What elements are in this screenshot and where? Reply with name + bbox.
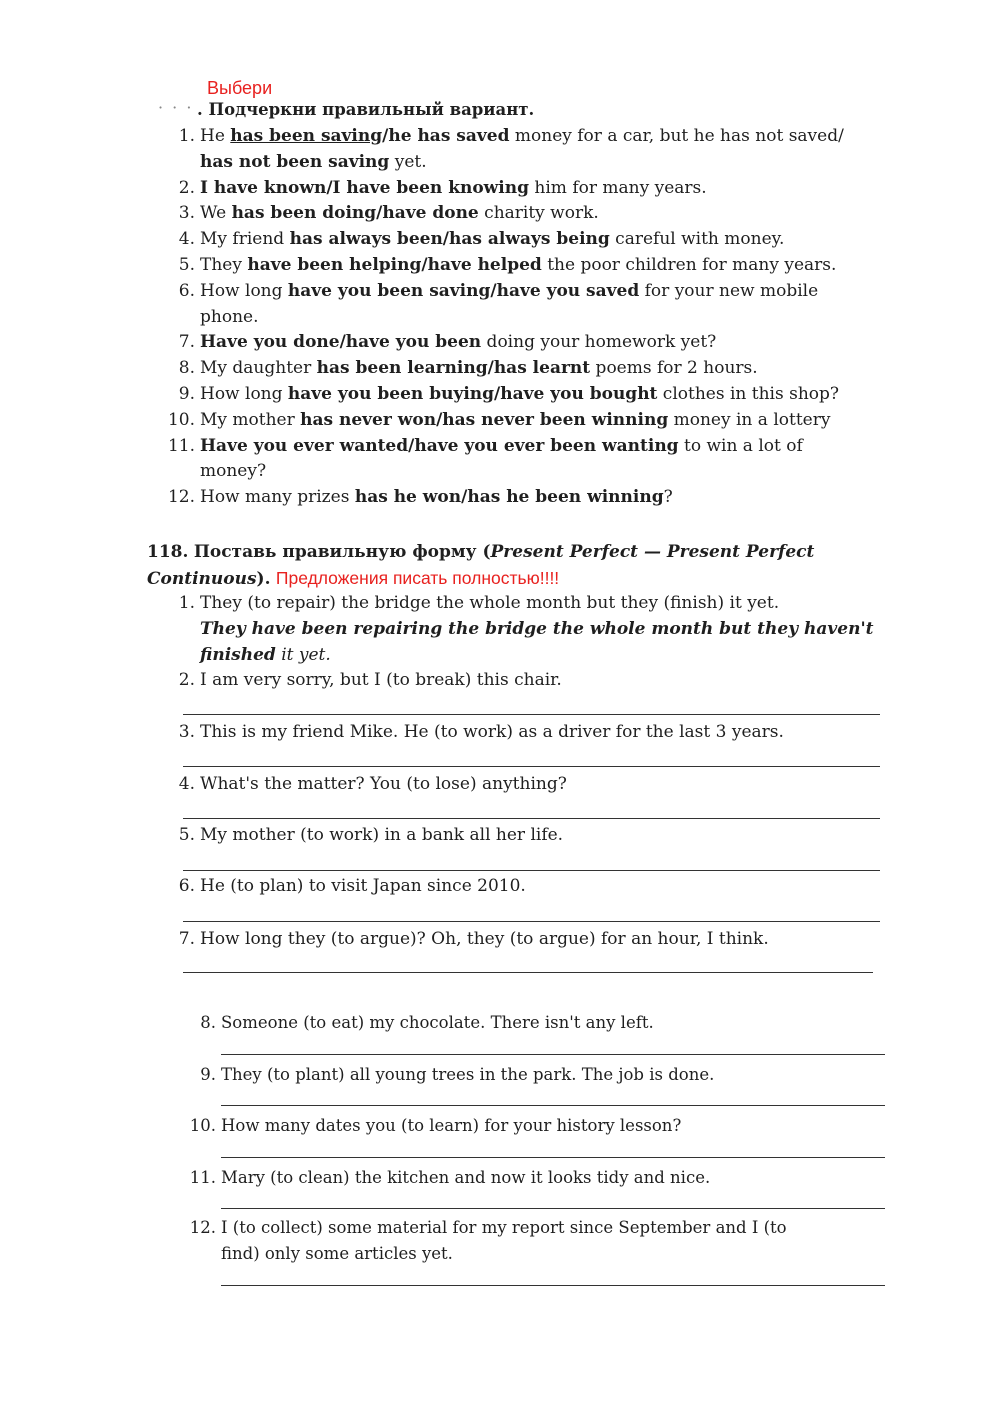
list-item: 12. How many prizes has he won/has he been winning? [167, 487, 673, 508]
list-item: 2. I am very sorry, but I (to break) this chair. [178, 670, 562, 690]
list-item: 4. My friend has always been/has always being careful with money. [178, 229, 785, 250]
list-item-continuation: money? [200, 461, 267, 482]
exercise2-list [150, 590, 890, 668]
list-item: 5. My mother (to work) in a bank all her life. [178, 825, 564, 845]
list-item: 3. This is my friend Mike. He (to work) as a driver for the last 3 years. [178, 722, 784, 742]
list-item: 11. Have you ever wanted/have you ever been wanting to win a lot of [167, 435, 803, 456]
list-item: 7. Have you done/have you been doing your homework yet? [178, 332, 717, 353]
answer-line[interactable] [221, 1054, 885, 1055]
exercise2-heading: 118. Поставь правильную форму (Present Perfect — Present Perfect Continuous). Предложения писать полностью!!!! [147, 542, 815, 589]
faded-exercise-number: · · · [158, 98, 194, 117]
list-item: 11. Mary (to clean) the kitchen and now it looks tidy and nice. [189, 1168, 711, 1187]
answer-line[interactable] [183, 972, 873, 973]
list-item: 10. How many dates you (to learn) for your history lesson? [189, 1116, 682, 1135]
list-item: 1. They (to repair) the bridge the whole month but they (finish) it yet. [178, 593, 780, 613]
exercise1-title: . Подчеркни правильный вариант. [197, 100, 535, 119]
answer-line[interactable] [183, 921, 880, 922]
answer-line[interactable] [183, 766, 880, 767]
answer-line[interactable] [221, 1208, 885, 1209]
answer-line[interactable] [183, 818, 880, 819]
list-item: 12. I (to collect) some material for my report since September and I (to find) only some articles yet. [189, 1218, 787, 1263]
list-item: 9. They (to plant) all young trees in the park. The job is done. [200, 1065, 715, 1084]
list-item: 8. My daughter has been learning/has learnt poems for 2 hours. [178, 358, 758, 379]
list-item: 2. I have known/I have been knowing him for many years. [178, 177, 707, 198]
list-item: 6. He (to plan) to visit Japan since 2010. [178, 876, 526, 896]
answer-line[interactable] [183, 714, 880, 715]
answer-line[interactable] [221, 1285, 885, 1286]
list-item-continuation: has not been saving yet. [200, 151, 427, 172]
handwritten-note-choose: Выбери [207, 78, 273, 98]
list-item: 6. How long have you been saving/have you saved for your new mobile [178, 280, 819, 301]
handwritten-note-write-full: Предложения писать полностью!!!! [275, 568, 560, 588]
list-item: 3. We has been doing/have done charity work. [178, 203, 599, 224]
list-item: 5. They have been helping/have helped the poor children for many years. [178, 254, 837, 275]
list-item: 7. How long they (to argue)? Oh, they (to argue) for an hour, I think. [178, 929, 769, 949]
list-item: 1. He has been saving/he has saved money for a car, but he has not saved/ [178, 126, 844, 146]
list-item-continuation: phone. [200, 306, 259, 327]
underlined-answer: has been saving [230, 126, 383, 146]
list-item: 10. My mother has never won/has never been winning money in a lottery [167, 409, 831, 430]
exercise1-list [150, 124, 890, 511]
list-item: 8. Someone (to eat) my chocolate. There isn't any left. [200, 1013, 654, 1032]
example-answer: They have been repairing the bridge the whole month but they haven't finished it yet. [200, 619, 874, 665]
exercise-number: 118. [147, 542, 189, 562]
answer-line[interactable] [221, 1157, 885, 1158]
list-item: 4. What's the matter? You (to lose) anything? [178, 774, 567, 794]
answer-line[interactable] [221, 1105, 885, 1106]
list-item: 9. How long have you been buying/have you bought clothes in this shop? [178, 383, 840, 404]
answer-line[interactable] [183, 870, 880, 871]
